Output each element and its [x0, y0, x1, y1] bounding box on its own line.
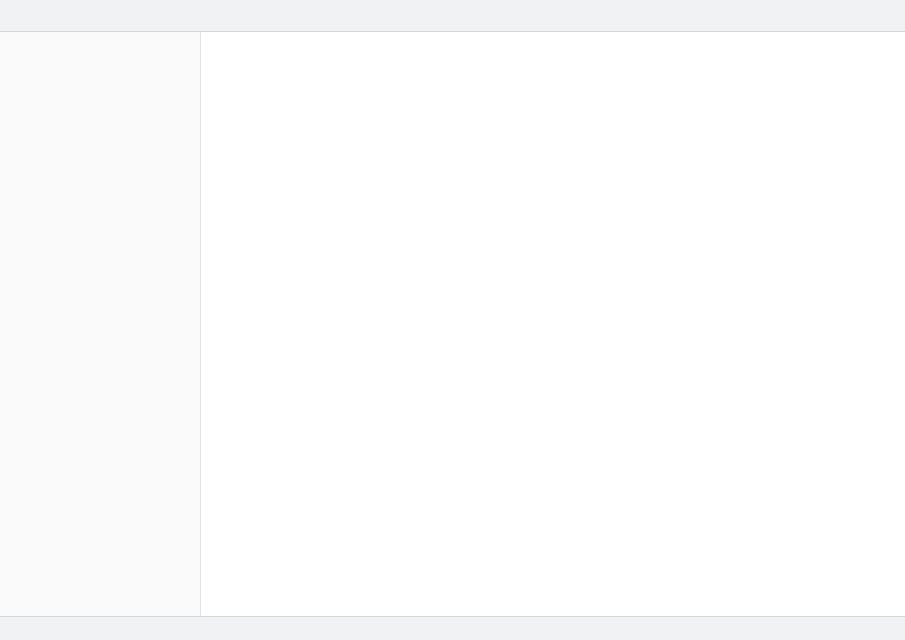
status-bar — [0, 616, 905, 640]
main-content — [201, 32, 905, 616]
content-row — [0, 32, 905, 616]
sidebar — [0, 32, 201, 616]
title-bar — [0, 0, 905, 32]
